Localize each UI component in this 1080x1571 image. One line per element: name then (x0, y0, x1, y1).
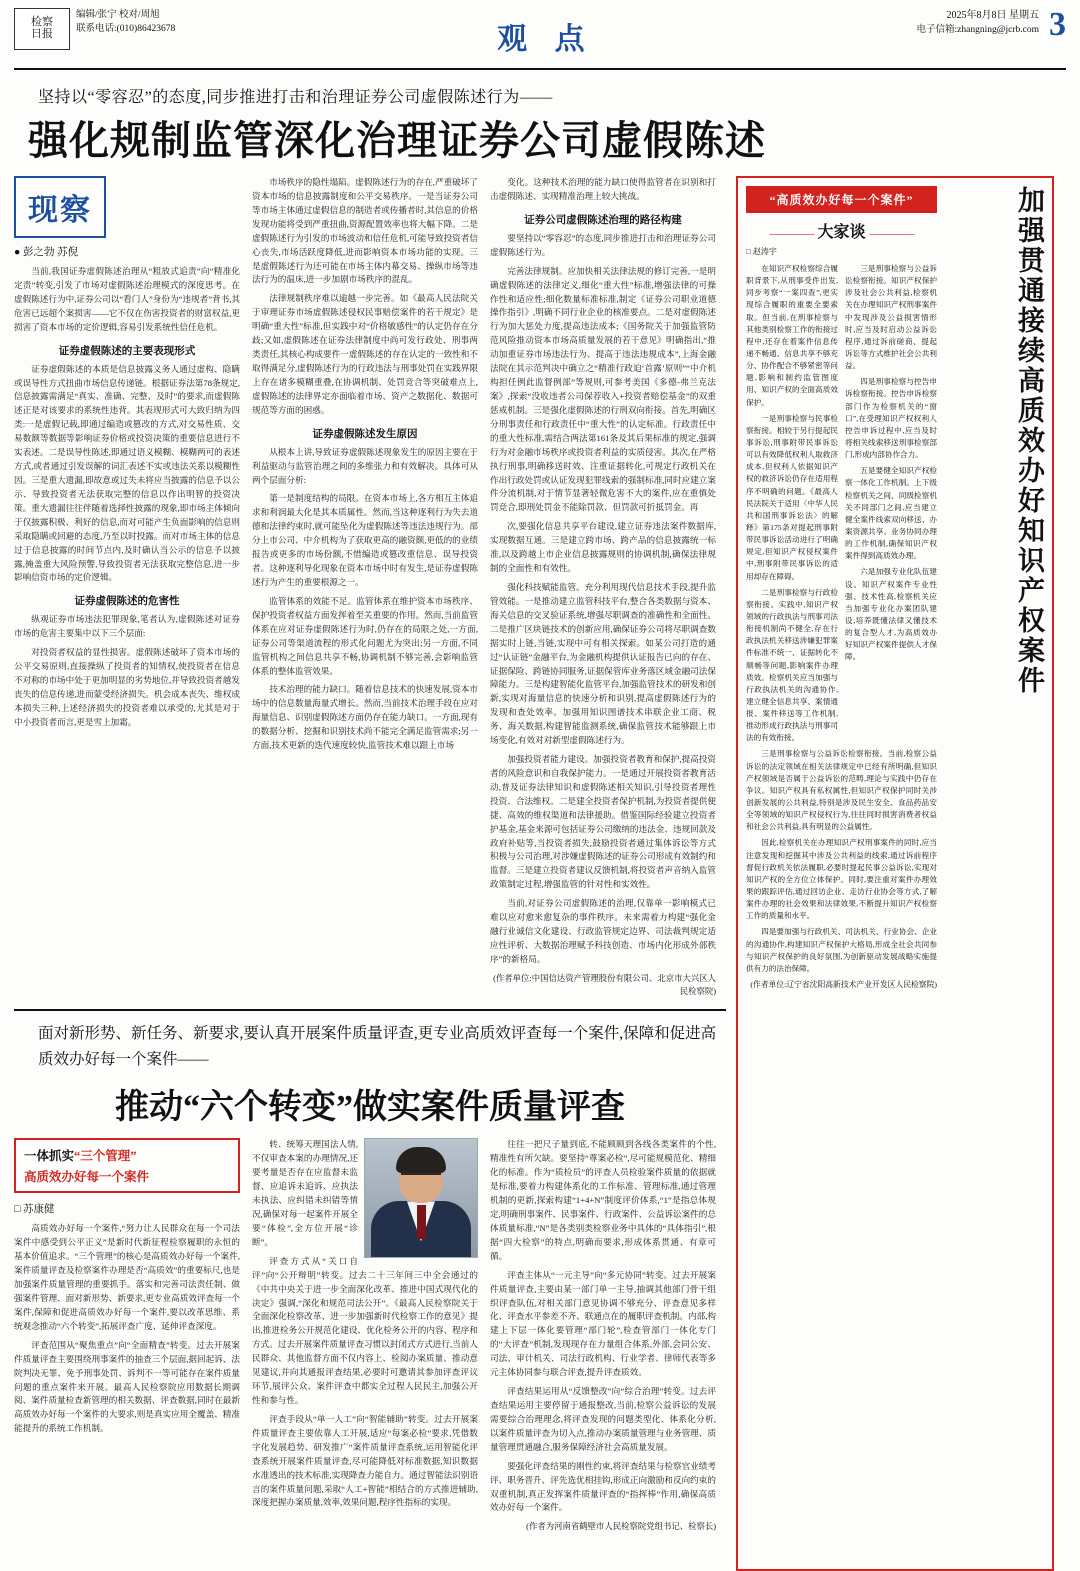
paragraph: 高质效办好每一个案件,“努力让人民群众在每一个司法案件中感受到公平正义”是新时代新征程检察履职的永恒的基本价值追求。“三个管理”的核心是高质效办好每一个案件,案件质量评查及检察案件办理是否“高质效”的重要标尺,也是加强案件质量管理的重要抓手。落实和完善司法责任制、做强案件管理、面对新形势、新要求,更专业高质效评查每一个案件,保障和促进高质效办好每一个案件,要以改革思维、系统观念推动“六个转变”,拓展评查广度、延伸评查深度。 (14, 1223, 240, 1331)
logo-line-2: 日报 (31, 28, 53, 40)
paragraph: 法律规制秩序难以逾越一步完善。如《最高人民法院关于审理证券市场虚假陈述侵权民事赔偿案件的若干规定》是明确“重大性”标准,但实践中对“价格敏感性”的认定仍存在分歧;又如,虚假陈述在证券法律制度中尚可发行政处、刑事两类责任,其核心构成要件一虚假陈述的存在认定的一致性和不取得满足分,虚假陈述行为的行政违法与刑事处罚在实践界限上存在诸多模糊重叠,在协调机制、处罚竞合等突破难点上,虚假陈述的法律界定亦面临着市场、资产之数据化、数据可规范等方面的困惑。 (252, 293, 478, 415)
editor-line: 编辑/张宁 校对/周旭 (76, 10, 160, 20)
bottom-article-signature: (作者为河南省鹤壁市人民检察院党组书记、检察长) (526, 1522, 716, 1532)
paragraph: 三是刑事检察与公益诉讼检察衔接。当前,检察公益诉讼的法定领域在相关法律规定中已经有所明确,但知识产权领域是否属于公益诉讼的范畴,理论与实践中仍存在争议。知识产权具有私权属性,但知识产权保护同时关涉创新发展的公共利益,特别是涉及民生安全、食品药品安全等领域的知识产权侵权行为,往往同时损害消费者权益和社会公共利益,具有明显的公益属性。 (746, 749, 937, 832)
feature-column-1 (746, 263, 838, 748)
paragraph: 技术治理的能力缺口。随着信息技术的快速发展,资本市场中的信息数量海量式增长。然而,当前技术治理手段在应对海量信息、识别虚假陈述方面仍存在能力缺口。一方面,现有的数据分析、挖掘和识别技术尚不能完全满足监管需求;另一方面,技术更新的迭代速度较快,监管技术难以跟上市场 (252, 684, 478, 751)
paragraph: 评查手段从“单一人工”向“智能辅助”转变。过去开展案件质量评查主要依靠人工开展,适应“每案必检”要求,凭借数字化发展趋势、研发推广“案件质量评查系统,运用智能化评查系统开展案件质量评查,尽可能降低对标准数据,知识数据水准透出的技术标准,实现降查力能自力。通过智能法识别语言的案件质量问题,采取“人工+智能”相结合的方式推进辅助,深度把握办案质量,效率,效果问题,程序性指标的实现。 (252, 1413, 478, 1508)
paragraph: 一是刑事检察与民事检察衔接。相较于另行提起民事诉讼,刑事附带民事诉讼可以有效降低权利人取救济成本,但权利人依据知识产权的救济诉讼仍存在适用程序不明确的问题。《最高人民法院关于适用〈中华人民共和国刑事诉讼法〉的解释》第175条对提起刑事附带民事诉讼活动进行了明确规定,但知识产权侵权案件中,刑事附带民事诉讼的适用却存在障碍。 (746, 413, 838, 581)
section-title: 观 点 (497, 23, 595, 56)
bottom-article-column-1 (14, 1138, 240, 1533)
top-article-column-1 (14, 176, 240, 999)
feature-signature: (作者单位:辽宁省沈阳高新技术产业开发区人民检察院) (750, 980, 937, 990)
dash-right: ———— (869, 226, 914, 240)
bottom-article-column-2 (252, 1138, 478, 1533)
feature-vertical-title: 加强贯通接续高质效办好知识产权案件 (1014, 186, 1044, 696)
publication-date: 2025年8月8日 星期五 (946, 10, 1039, 21)
paragraph: 要强化评查结果的刚性约束,将评查结果与检察官业绩考评、职务晋升、评先选优相挂钩,形成正向激励和反向约束的双重机制,真正发挥案件质量评查的“指挥棒”作用,确保高质效办好每一个案件。 (490, 1460, 716, 1513)
paragraph: 因此,检察机关在办理知识产权刑事案件的同时,应当注意发现和挖掘其中涉及公共利益的线索,通过诉前程序督促行政机关依法履职,必要时提起民事公益诉讼,实现对知识产权的全方位立体保护。同时,要注重对案件办理效果的跟踪评估,通过回访企业、走访行业协会等方式,了解案件办理的社会效果和法律效果,不断提升知识产权检察工作的质量和水平。 (746, 838, 937, 921)
paragraph: 评查结果运用从“反馈整改”向“综合治理”转变。过去评查结果运用主要停留于通报整改,当前,检察公益诉讼的发展需要综合治理理念,将评查发现的问题类型化、体系化分析,以案件质量评查为切入点,推动办案质量管理与业务管理、质量管理贯通融合,服务保障经济社会高质量发展。 (490, 1386, 716, 1452)
callout-line-1 (24, 1146, 230, 1164)
bottom-article-byline: □ 苏康健 (14, 1204, 55, 1216)
paragraph: 第一是制度结构的局限。在资本市场上,各方相互主体追求和利润最大化是其本质属性。然而,当这种逐利行为失去道德和法律约束时,就可能坠化为虚假陈述等违法违规行为。部分上市公司、中介机构为了获取更高的融资额,更低的的业绩报告或更多的市场份额,不惜编造或篡改重信息、误导投资者。这种逐利导化现象在资本市场中时有发生,是证券虚假陈述行为产生的重要根源之一。 (252, 493, 478, 587)
feature-quote-banner: “高质效办好每一个案件” (746, 186, 937, 213)
callout-line-1-pre: 一体抓实 (24, 1149, 75, 1164)
paragraph: 二是刑事检察与行政检察衔接。实践中,知识产权领域的行政执法与刑事司法衔接机制尚不健全,存在行政执法机关移送涉嫌犯罪案件标准不统一、证据转化不顺畅等问题,影响案件办理质效。检察机关应当加强与行政执法机关的沟通协作,建立健全信息共享、案情通报、案件移送等工作机制,推动形成行政执法与刑事司法的有效衔接。 (746, 587, 838, 743)
paragraph: 四是刑事检察与控告申诉检察衔接。控告申诉检察部门作为检察机关的“窗口”,在受理知识产权权利人控告申诉过程中,应当及时将相关线索移送刑事检察部门,形成内部协作合力。 (845, 377, 937, 460)
feature-column-2 (845, 263, 937, 748)
logo-line-1: 检察 (31, 16, 53, 29)
masthead-meta (917, 8, 1043, 37)
subheading: 证券虚假陈述的危害性 (74, 596, 180, 608)
paragraph: 加强投资者能力建设。加强投资者教育和保护,提高投资者的风险意识和自我保护能力。一是通过开展投资者教育活动,普及证券法律知识和虚假陈述相关知识,引导投资者理性投资、合法维权。二是建全投资者保护机制,为投资者提供便捷、高效的维权渠道和法律援助。借鉴国际经验建立投资者护基金,基金来源可包括证券公司缴纳的违法金、违规回款及政府补贴等,当投资者损失,鼓励投资者通过集体诉讼等方式积极与公司治理,对涉嫌虚假陈述的证券公司形成有效制约和监督。三是建立投资者建议反馈机制,将投资者声音纳入监管政策制定过程,增强监管的针对性和实效性。 (490, 754, 716, 890)
paragraph: 当前,我国证券虚假陈述治理从“粗放式追责”向“精准化定责”转变,引发了市场对虚假陈述治理模式的深度思考。在虚假陈述行为中,证券公司以“看门人”身份为“违规者”背书,其危害已远超个案损害——它不仅在伤害投资者的财富权益,更损害了资本市场的定价逻辑,容易引发系统性信任危机。 (14, 266, 240, 332)
dash-left: ———— (769, 226, 814, 240)
masthead-credits (76, 8, 175, 37)
paragraph: 对投资者权益的显性损害。虚假陈述破坏了资本市场的公平交易原则,直接操纵了投资者的知情权,使投资者在信息不对称的市场中处于更加明显的劣势地位,并导致投资者越发丧失的信息传递,进而蒙受经济损失。机会成本丧失、维权成本损失三种,上述经济损失的投资者难以承受的,尤其是对于中小投资者而言,更是雪上加霜。 (14, 647, 240, 727)
paragraph: 从根本上讲,导致证券虚假陈述现象发生的原因主要在于利益驱动与监管治理之间的多维张力和有效解决。具体可从两个层面分析: (252, 446, 478, 485)
feature-box (736, 176, 1054, 1571)
bottom-article-kicker: 面对新形势、新任务、新要求,要认真开展案件质量评查,更专业高质效评查每一个案件,保障和促进高质效办好每一个案件—— (38, 1024, 717, 1069)
page-number: 3 (1049, 6, 1066, 43)
top-article-headline: 强化规制监管深化治理证券公司虚假陈述 (28, 118, 766, 163)
section-divider (14, 1009, 726, 1011)
paragraph: 评查主体从“一元主导”向“多元协同”转变。过去开展案件质量评查,主要由某一部门单一主导,抽调其他部门骨干组织评查队伍,对相关部门意见协调不够充分、评查意见多样化、评查水平参差不齐、联通点在的履职评查机制。内部,构建上下层一体化要管理“部门轮”,检查管部门一体化专门的“大评查”机制,发现现存在力量组合体系,外部,会同公安、司法、审计机关、司法行政机构、行业学者、律师代表等多元主体协同参与联合评查,提升评查质效。 (490, 1269, 716, 1378)
subheading: 证券公司虚假陈述治理的路径构建 (524, 214, 682, 226)
subheading: 证券虚假陈述发生原因 (312, 428, 418, 440)
callout-line-2: 高质效办好每一个案件 (24, 1170, 150, 1185)
subheading: 证券虚假陈述的主要表现形式 (58, 345, 196, 357)
top-article-signature: (作者单位:中国信达资产管理股份有限公司、北京市大兴区人民检察院) (493, 973, 716, 997)
callout-line-1-red: “三个管理” (74, 1149, 137, 1164)
paragraph: 评查范围从“聚焦重点”向“全面精查”转变。过去开展案件质量评查主要围绕刑事案件的抽查三个层面,据回起诉、法院判决无罪、免予刑事处罚、诉判不一等可能存在案件质量问题的重点案件来开展。最高人民检察院应用数据长期调阅、案件质量检查新管理的相关数据、评查数据,同时在最新高质效办好每一个案件的大要求,则是真实应用全覆盖、精准能提升的系统工作机制。 (14, 1339, 240, 1434)
top-article-column-2 (252, 176, 478, 999)
series-label: 大家谈 (817, 224, 866, 241)
section-header (175, 14, 916, 58)
paragraph: 强化科技赋能监管。充分利用现代信息技术手段,提升监管效能。一是推动建立监管科技平台,整合各类数据与资本、海关信息的交叉验证系统,增强尽职调查的准确性和全面性。二是推广区块链技术的创新应用,确保证券公司将尽职调查数据实时上链,当链,实现中可有相关探索。如某公司打造的通过“认证链”金融平台,为金融机构提供认证报告已向的存在、证据保险、跨链协同服务,证据保管库业务落区域金融司法保障能力。三是构建智能化监管平台,加强监管技术的研发和创新,实现对海量信息的快速分析和识别,提高虚假陈述行为的发现和查处效率。加强用知识图谱技术串联企业工商、税务、海关数据,构建智能监测系统,确保监管技术能够跟上市场变化,有效对对新型虚假陈述行为。 (490, 581, 716, 746)
paragraph: 在知识产权检察综合履职背景下,从刑事受件出发,同步考察“一案四查”,更实现综合履职的重要全要索取。但当前,在刑事检察与其他类别检察工作的衔接过程中,还存在着案件信息传递不畅通、信息共享不够充分、协作配合不够紧密等问题,影响和制约监管图度用、知识产权的全面高质效保护。 (746, 264, 838, 407)
paragraph: 市场秩序的隐性塌陷。虚假陈述行为的存在,严重破坏了资本市场的信息披露制度和公平交易秩序。一是当证券公司等市场主体通过虚假信息的制造者或传播者时,其信息的价格发现功能将受到严重扭曲,资源配置效率也将大幅下降。二是虚假陈述行为引发的市场波动和信任危机,可能导致投资者信心丧失,市场活跃度降低,进而影响资本市场功能的实现。三是虚假陈述行为还可能在市场主体内幕交易、操纵市场等违法行为的温床,进一步加剧市场秩序的混乱。 (252, 177, 478, 285)
paragraph: 要坚持以“零容忍”的态度,同步推进打击和治理证券公司虚假陈述行为。 (490, 232, 716, 257)
paragraph: 当前,对证券公司虚假陈述的治理,仅靠单一影响模式已难以应对愈来愈复杂的事件秩序。未来需着力构建“强化金融行业诚信文化建设、行政监管规定边界、司法裁判规定适应性评析、大数据治理赋予科技创造、市场内化形成外部秩序”的新格局。 (490, 898, 716, 964)
email-line: 电子信箱:zhangning@jcrb.com (916, 25, 1039, 35)
paragraph: 纵观证券市场违法犯罪现象,笔者认为,虚假陈述对证券市场的危害主要集中以下三个层面: (14, 614, 240, 639)
top-article-body (14, 176, 726, 1571)
contact-line: 联系电话:(010)86423678 (76, 24, 176, 35)
paragraph: 三是刑事检察与公益诉讼检察衔接。知识产权保护涉及社会公共利益,检察机关在办理知识产权刑事案件中发现涉及公益损害情形时,应当及时启动公益诉讼程序,通过诉前磋商、提起诉讼等方式维护社会公共利益。 (845, 264, 937, 371)
feature-series-title (746, 219, 937, 242)
feature-column (736, 176, 1054, 1571)
top-article-kicker: 坚持以“零容忍”的态度,同步推进打击和治理证券公司虚假陈述行为—— (38, 89, 553, 106)
newspaper-logo (14, 8, 70, 50)
feature-byline: □ 赵涛宇 (746, 247, 777, 256)
paragraph: 五是要健全知识产权检察一体化工作机制。上下级检察机关之间、同级检察机关不同部门之间,应当建立健全案件线索双向移送、办案资源共享、业务协同办理的工作机制,确保知识产权案件得到高质效办理。 (845, 466, 937, 561)
top-article-column-3 (490, 176, 716, 999)
paragraph: 变化。这种技术治理的能力缺口使得监管者在识别和打击虚假陈述、实现精准治理上较大挑战。 (490, 177, 716, 201)
feature-column-3 (746, 748, 937, 990)
paragraph: 证券虚假陈述的本质是信息披露义务人通过虚构、隐瞒或误导性方式扭曲市场信息传递链。根据证券法第78条规定,信息披露需满足“真实、准确、完整、及时”的要求,而虚假陈述正是对该要求的系统性违背。其表现形式可大致归纳为四类:一是虚假记载,即通过编造或篡改的方式,对交易性质、交易数额等数据等影响证券价格或投资决策的重要信息进行不实表述。二是误导性陈述,即通过语义模糊、模糊两可的表述方式,或者通过引发误解的词汇表述不实或违法关系以模糊性因。三是重大遗漏,即故意或过失未将应当披露的信息予以公示、导致投资者无法获取完整的信息以作出明智的投资决策。重大遗漏往往伴随着选择性披露的现象,即市场主体倾向于仅披露积极、利好的信息,而对可能产生负面影响的信息则采取隐瞒或回避的态度,乃至以时投露。而对市场主体的信息过于信息披露的时间节点内,及时确认当公示的信息予以披露,掩盖重大风险预警,导致投资者无法获取完整信息,进一步影响信资市场的定价逻辑。 (14, 363, 240, 583)
paragraph: 评查方式从“关口自评”向“公开辩明”转变。过去二十三年间三中全会通过的《中共中央关于进一步全面深化改革、推进中国式现代化的决定》强调,“深化和规范司法公开”。《最高人民检察院关于全面深化检察改革、进一步加强新时代检察工作的意见》提出,推进检务公开规范化建设、优化检务公开的内容、程序和方式。过去开展案件质量评查习惯以封闭式方式进行,当前人民群众、其他监督方面不仅内容上、检阅办案质量、推动意见建议,并向其通报评查结果,必要时可邀请其参加评查评议环节,展评公众、案件评查中都实全过程人民民主,加强公开性和参与性。 (252, 1255, 478, 1406)
author-portrait (364, 1138, 478, 1258)
paragraph: 次,要强化信息共享平台建设,建立证券违法案件数据库,实现数据互通。三是建立跨市场、跨产品的信息披露统一标准,以及跨越上市企业信息披露规则的协调机制,确保法律规制的全面性和有效性。 (490, 521, 716, 574)
masthead (14, 8, 1066, 70)
bottom-article-column-3 (490, 1138, 716, 1533)
paragraph: 监管体系的效能不足。监管体系在维护资本市场秩序、保护投资者权益方面发挥着至关重要的作用。然而,当前监管体系在应对证券虚假陈述行为时,仍存在的局限之处,一方面,证券公司等渠道流程的形式化问题尤为突出;另一方面,不同监管机构之间信息共享不畅,协调机制不够完善,会影响监管体系的整体监管效果。 (252, 595, 478, 676)
paragraph: 转、统筹天理国法人情,不仅审查本案的办理情况,还要考量是否存在应监督未监督、应追诉未追诉、应执法未执法、应纠错未纠错等情况,确保对每一起案件开展全要“体检”,全方位开展“诊断”。 (252, 1139, 358, 1247)
paragraph: 六是加强专业化队伍建设。知识产权案件专业性强、技术性高,检察机关应当加强专业化办案团队建设,培养既懂法律又懂技术的复合型人才,为高质效办好知识产权案件提供人才保障。 (845, 567, 937, 662)
top-article-byline: ● 彭之勃 苏倪 (14, 247, 79, 258)
observation-seal: 现察 (14, 176, 106, 238)
paragraph: 四是要加强与行政机关、司法机关、行业协会、企业的沟通协作,构建知识产权保护大格局,形成全社会共同参与知识产权保护的良好氛围,为创新驱动发展战略实施提供有力的法治保障。 (746, 927, 937, 973)
bottom-article-headline: 推动“六个转变”做实案件质量评查 (115, 1089, 625, 1127)
paragraph: 完善法律规制。应加快相关法律法规的修订完善,一是明确虚假陈述的法律定义,细化“重大性”标准,增强法律的可操作性和适应性;细化数量标准标准,制定《证券公司职业道德操作指引》,明确不同行业企业的核准要点。二是对虚假陈述行为加大惩处力度,提高违法成本;《国务院关于加强监管防范风险推动资本市场高质量发展的若干意见》明确指出,“推动加重证券市场违法行为、提高于违法违规成本”,上海金融法院在其示范判决中确立之“精准行政迫‘首露’原则”“中介机构担任例此监督例部”等规则,可参考美国《多德-弗兰克法案》,探索“没收违者公司保荐收入+投资者赔偿基金”的双重惩戒机制。三是强化虚假陈述的行刑双向衔接。首先,明确区分刑事责任和行政责任中“重大性”的认定标准。行政责任中的重大性标准,需结合两法第161条及其后果标准的规定,强调行为对金融市场秩序或投资者利益的实质侵害。其次,在严格执行刑事,明确移送时效、注重证据转化,可规定行政机关在作出行政处罚或认证发现犯罪线索的强制标准,同时应建立案件分流机制,对于情节显著轻微危害不大的案件,应在重慎处罚竞合,即刑处罚金不能除罚款、但罚款可折抵罚金。再 (490, 265, 716, 513)
callout-box (14, 1138, 240, 1193)
paragraph: 往往一把尺子量到底,不能顾顾到各线各类案件的个性,精准性有所欠缺。要坚持“尊案必检”,尽可能规模范化、精细化的标准。作为“质检员”的评查人员检验案件质量的依据就是标准,要着力构建体系化的工作标准、管理标准,通过管理机制的更新,探索构建“1+4+N”制度评价体系,“1”是指总体规定,明确刑事案件、民事案件、行政案件、公益诉讼案件的总体质量标准,“N”是各类别类检察业务中具体的“具体指引”,根据“四大检察”的特点,明确而要求,形成体系贯通、有章可循。 (490, 1139, 716, 1261)
